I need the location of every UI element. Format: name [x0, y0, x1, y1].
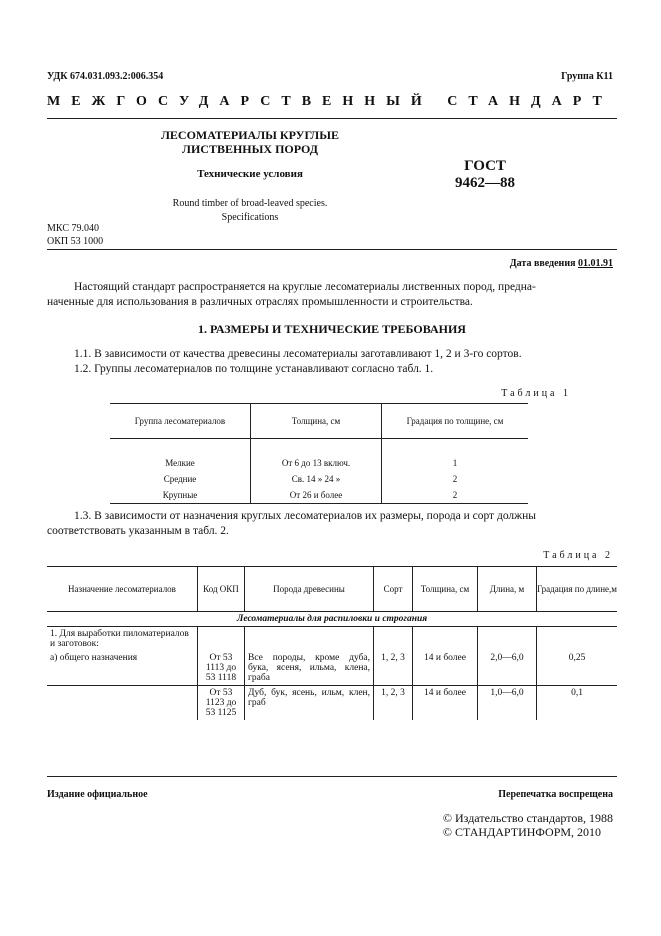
banner-rule: [47, 118, 617, 119]
table2-header: Назначение лесоматериалов: [47, 567, 198, 612]
intro-date-value: 01.01.91: [578, 258, 613, 269]
gost-number: [440, 158, 530, 192]
table1-header: Градация по толщине, см: [382, 404, 529, 439]
table1-header: Группа лесоматериалов: [110, 404, 251, 439]
copyright-line-1: © Издательство стандартов, 1988: [442, 811, 613, 825]
table-cell: [47, 686, 198, 721]
subtitle: Технические условия: [197, 168, 303, 180]
clause-1-3: [47, 509, 617, 539]
mks-code: МКС 79.040: [47, 223, 99, 234]
table2-item: 1. Для выработки пиломатериалов и заготовок:: [50, 629, 189, 649]
table-cell: а) общего назначения: [50, 653, 138, 663]
group-code: Группа К11: [561, 71, 613, 82]
table-row: [47, 651, 617, 686]
title-line-2: ЛИСТВЕННЫХ ПОРОД: [182, 142, 318, 156]
table2-header: Длина, м: [478, 567, 537, 612]
table2-header: Градация по длине,м: [537, 567, 618, 612]
clause-1-3-line-2: соответствовать указанным в табл. 2.: [47, 525, 229, 537]
classification-codes: [47, 222, 103, 248]
table-cell: 1, 2, 3: [374, 651, 413, 686]
table-cell: 14 и более: [413, 651, 478, 686]
english-title: [130, 197, 370, 225]
clause-1-3-line-1: 1.3. В зависимости от назначения круглых лесоматериалов их размеры, порода и сорт должны: [74, 510, 536, 522]
table-cell: 2: [382, 487, 529, 504]
table-cell: От 26 и более: [251, 487, 382, 504]
table-cell: Дуб, бук, ясень, ильм, клен, граб: [245, 686, 374, 721]
table-1: [110, 403, 528, 504]
table-cell: От 53 1113 до 53 1118: [198, 651, 245, 686]
table-cell: От 53 1123 до 53 1125: [198, 686, 245, 721]
table-cell: 1,0—6,0: [478, 686, 537, 721]
footer-rule: [47, 776, 617, 777]
english-line-2: Specifications: [221, 212, 279, 223]
title-line-1: ЛЕСОМАТЕРИАЛЫ КРУГЛЫЕ: [160, 128, 340, 142]
table2-header: Толщина, см: [413, 567, 478, 612]
intro-paragraph: [47, 280, 617, 310]
intro-line-2: наченные для использования в различных отраслях промышленности и строительства.: [47, 296, 473, 308]
table-row: [110, 487, 528, 504]
table2-header: Код ОКП: [198, 567, 245, 612]
table-cell: 1: [382, 455, 529, 471]
udk-code: УДК 674.031.093.2:006.354: [47, 71, 164, 82]
table-cell: 2: [382, 471, 529, 487]
table-cell: Мелкие: [165, 458, 195, 468]
table-cell: 0,25: [537, 651, 618, 686]
copyright-line-2: © СТАНДАРТИНФОРМ, 2010: [442, 825, 602, 839]
table1-header: Толщина, см: [251, 404, 382, 439]
clauses-1-1-1-2: [74, 347, 522, 377]
edition-label: Издание официальное: [47, 789, 148, 800]
table2-header: Сорт: [374, 567, 413, 612]
table-row: [47, 686, 617, 721]
table2-caption: Таблица 2: [543, 550, 613, 561]
standard-banner: МЕЖГОСУДАРСТВЕННЫЙ СТАНДАРТ: [47, 94, 613, 109]
table1-caption: Таблица 1: [501, 388, 571, 399]
table-cell: Крупные: [110, 487, 251, 504]
reprint-notice: Перепечатка воспрещена: [498, 789, 613, 800]
table-cell: 1, 2, 3: [374, 686, 413, 721]
okp-code: ОКП 53 1000: [47, 236, 104, 247]
table-row: [110, 455, 528, 471]
header-rule: [47, 249, 617, 250]
table-cell: Св. 14 » 24 »: [251, 471, 382, 487]
table-cell: Средние: [163, 474, 197, 484]
gost-code: 9462—88: [455, 175, 515, 191]
intro-date: [510, 258, 613, 269]
table2-section: Лесоматериалы для распиловки и строгания: [47, 612, 617, 627]
table-cell: 14 и более: [413, 686, 478, 721]
clause-1-2: 1.2. Группы лесоматериалов по толщине устанавливают согласно табл. 1.: [74, 363, 434, 375]
table-cell: Все породы, кроме дуба, бука, ясеня, ильма, клена, граба: [245, 651, 374, 686]
intro-line-1: Настоящий стандарт распространяется на круглые лесоматериалы лиственных пород, предна-: [74, 281, 536, 293]
table-cell: От 6 до 13 включ.: [251, 455, 382, 471]
english-line-1: Round timber of broad-leaved species.: [172, 198, 328, 209]
table-cell: 0,1: [537, 686, 618, 721]
document-title: [130, 128, 370, 156]
intro-date-label: Дата введения: [509, 258, 576, 269]
clause-1-1: 1.1. В зависимости от качества древесины лесоматериалы заготавливают 1, 2 и 3-го сортов.: [74, 348, 522, 360]
section-heading: 1. РАЗМЕРЫ И ТЕХНИЧЕСКИЕ ТРЕБОВАНИЯ: [198, 322, 466, 336]
table-row: [110, 471, 528, 487]
table2-header: Порода древесины: [245, 567, 374, 612]
table-2: [47, 566, 617, 720]
copyright: [443, 811, 613, 839]
gost-label: ГОСТ: [464, 158, 506, 174]
table-cell: 2,0—6,0: [478, 651, 537, 686]
